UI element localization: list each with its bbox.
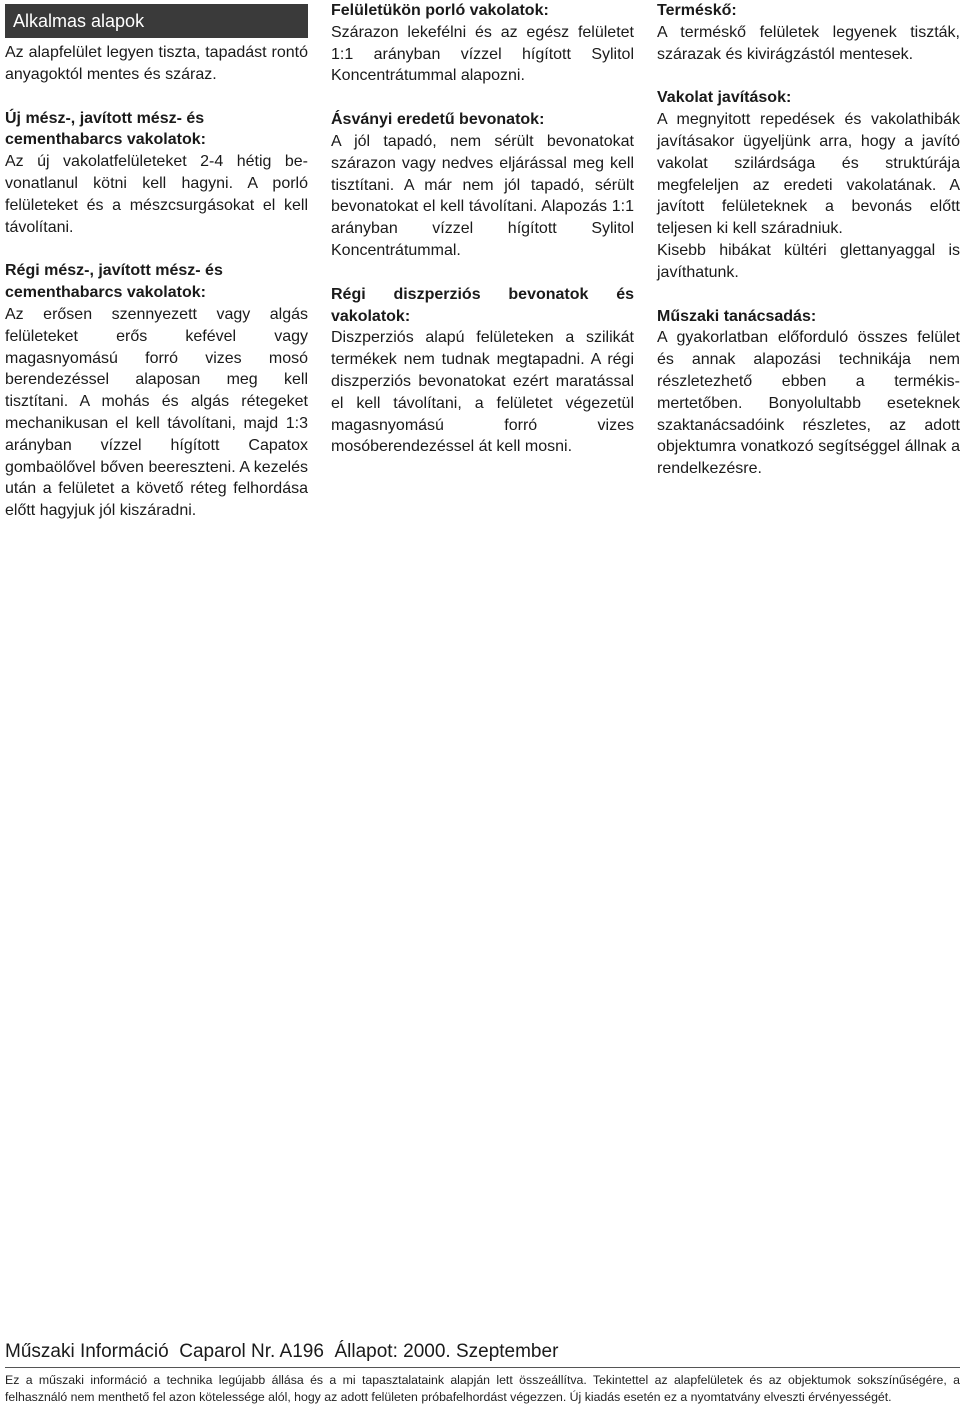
section-paragraph: Az erősen szennyezett vagy algás felületeket erős kefével vagy magasnyomású forró vizes mosó berendezéssel alaposan meg kell tisztítani. A mohás és algás rétegeket mechanikusan el kell távolítani, majd 1:3 arányban vízzel hígított Capatox gombaölővel bőven beereszteni. A kezelés után a felületet a követő réteg felhordása előtt hagyjuk jól kiszáradni. [5,305,308,520]
old-plaster-section [5,260,308,522]
section-heading [5,108,308,152]
column-middle [331,0,634,480]
intro-paragraph: Az alapfelület legyen tiszta, tapadást rontó anyagoktól mentes és száraz. [5,44,308,83]
section-heading: Terméskő: [657,2,737,19]
footer-divider [5,1367,960,1368]
powdery-plaster-section [331,0,634,87]
natural-stone-section [657,0,960,65]
heading-line: cementhabarcs vakolatok: [5,131,206,149]
heading-line: vakolatok: [331,307,411,325]
section-paragraph: A megnyitott repedések és vakolathibák javításakor ügyeljünk arra, hogy a javító vakolat szilárdsága és struktúrája megfeleljen az eredeti vakolatának. A javított felületeknek a bevonás előtt teljesen ki kell száradniuk. [657,111,960,238]
mineral-coatings-section [331,109,634,262]
section-heading: Ásványi eredetű bevonatok: [331,111,545,129]
section-paragraph: Szárazon lekefélni és az egész felületet 1:1 arányban vízzel hígított Sylitol Koncentrátummal alapozni. [331,23,634,85]
section-heading: Felületükön porló vakolatok: [331,2,549,19]
column-left [5,0,308,544]
footer-document-info: Műszaki Információ Caparol Nr. A196 Állapot: 2000. Szeptember [5,1341,559,1362]
section-header-bar: Alkalmas alapok [5,4,308,38]
section-paragraph: Az új vakolatfelületeket 2-4 hétig bevonatlanul kötni kell hagyni. A porló felületeket és a mészcsurgásokat el kell távolítani. [5,153,308,236]
intro-section [5,42,308,86]
section-heading: Vakolat javítások: [657,89,792,107]
section-paragraph: A gyakorlatban előforduló összes felület és annak alapozási technikája nem részletezhető ebben a termékismertetőben. Bonyolultabb eseteknek szaktanácsadóink részletes, az adott objektumra vonatkozó segítséggel állnak a rendelkezésre. [657,329,960,478]
section-heading [5,260,308,304]
column-right [657,0,960,502]
technical-advice-section [657,306,960,480]
heading-line: cementhabarcs vakolatok: [5,284,206,302]
heading-line: Új mész-, javított mész- és [5,109,205,127]
new-plaster-section [5,108,308,239]
heading-line: Régi mész-, javított mész- és [5,262,223,280]
section-heading [331,284,634,328]
section-heading: Műszaki tanácsadás: [657,307,817,325]
plaster-repair-section [657,87,960,283]
dispersion-coatings-section [331,284,634,458]
heading-line: Régi diszperziós bevonatok és [331,285,634,303]
section-paragraph: A jól tapadó, nem sérült bevonatokat szárazon vagy nedves eljárással meg kell tisztítani. A már nem jól tapadó, sérült bevonatokat el kell távolítani. Alapozás 1:1 arányban vízzel hígított Sylitol Koncentrátummal. [331,132,634,259]
section-paragraph: Kisebb hibákat kültéri glettanyaggal is javíthatunk. [657,241,960,281]
section-paragraph: Diszperziós alapú felületeken a szilikát termékek nem tudnak megtapadni. A régi diszperziós bevonatokat ezért maratással el kell távolítani, a felületet végezetül magasnyomású forró vizes mosóberendezéssel át kell mosni. [331,329,634,456]
section-paragraph: A terméskő felületek legyenek tiszták, szárazak és kivirágzástól mentesek. [657,23,960,63]
footer-disclaimer: Ez a műszaki információ a technika legújabb állása és a mi tapasztalataink alapján lett összeállítva. Tekintettel az alapfelületek és az objektumok sokszínűségére, a felhasználó nem menthető fel azon kötelessége alól, hogy az adott felületen próbafelhordást végezzen. Új kiadás esetén ez a nyomtatvány elveszti érvényességét. [5,1373,960,1404]
